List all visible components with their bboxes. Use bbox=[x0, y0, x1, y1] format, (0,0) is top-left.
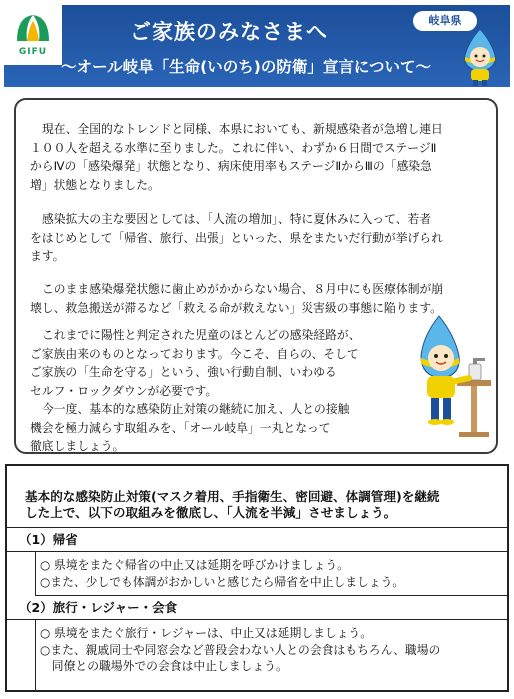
message-paragraph: このまま感染爆発状態に歯止めがかからない場合、８月中にも医療体制が崩 壊し、救急搬送が滞るなど「救える命が救えない」災害級の事態に陥ります。 bbox=[30, 282, 444, 315]
measures-intro: 基本的な感染防止対策(マスク着用、手指衛生、密回避、体調管理)を継続 した上で、以下の取組みを徹底し、「人流を半減」させましょう。 bbox=[7, 466, 507, 528]
page-title: ご家族のみなさまへ bbox=[130, 20, 328, 44]
message-paragraph: これまでに陽性と判定された児童のほとんどの感染経路が、 ご家族由来のものとなっております。今こそ、自らの、そして ご家族の「生命を守る」という、強い行動自制、いわゆる セルフ・ロックダウンが必要です。 今一度、基本的な感染防止対策の継続に加え、人との接触 機会を極力減らす取組みを、「オール岐阜」一丸となって 徹底しましょう。 bbox=[30, 328, 361, 453]
header-banner bbox=[4, 5, 510, 87]
message-paragraph: 現在、全国的なトレンドと同様、本県においても、新規感染者が急増し連日 １００人を超える水準に至りました。これに伴い、わずか６日間でステージⅡ からⅣの「感染爆発」状態となり、病床使用率もステージⅡからⅢの「感染急 増」状態となりました。 bbox=[30, 122, 443, 192]
prefecture-badge: 岐阜県 bbox=[413, 11, 477, 31]
message-box bbox=[14, 98, 498, 454]
section-title-homecoming: （1）帰省 bbox=[7, 528, 507, 552]
mascot-icon bbox=[451, 27, 509, 87]
mascot-handwashing-icon bbox=[413, 312, 495, 442]
measures-table bbox=[5, 464, 509, 692]
gifu-logo-icon bbox=[13, 11, 53, 45]
message-paragraph: 感染拡大の主な要因としては、「人流の増加」、特に夏休みに入って、若者 をはじめとして「帰省、旅行、出張」といった、県をまたいだ行動が挙げられ ます。 bbox=[30, 212, 443, 263]
section-body-homecoming: ○ 県境をまたぐ帰省の中止又は延期を呼びかけましょう。 ○また、少しでも体調がおかしいと感じたら帰省を中止しましょう。 bbox=[35, 552, 507, 596]
section-title-travel-dining: （2）旅行・レジャー・会食 bbox=[7, 596, 507, 620]
page-subtitle: ～オール岐阜「生命(いのち)の防衛」宣言について～ bbox=[60, 58, 432, 76]
section-body-travel-dining: ○ 県境をまたぐ旅行・レジャーは、中止又は延期しましょう。 ○また、親戚同士や同窓会など普段会わない人との会食はもちろん、職場の 同僚との職場外での会食は中止しましょう。 bbox=[35, 620, 507, 690]
logo-text: GIFU bbox=[18, 47, 48, 57]
